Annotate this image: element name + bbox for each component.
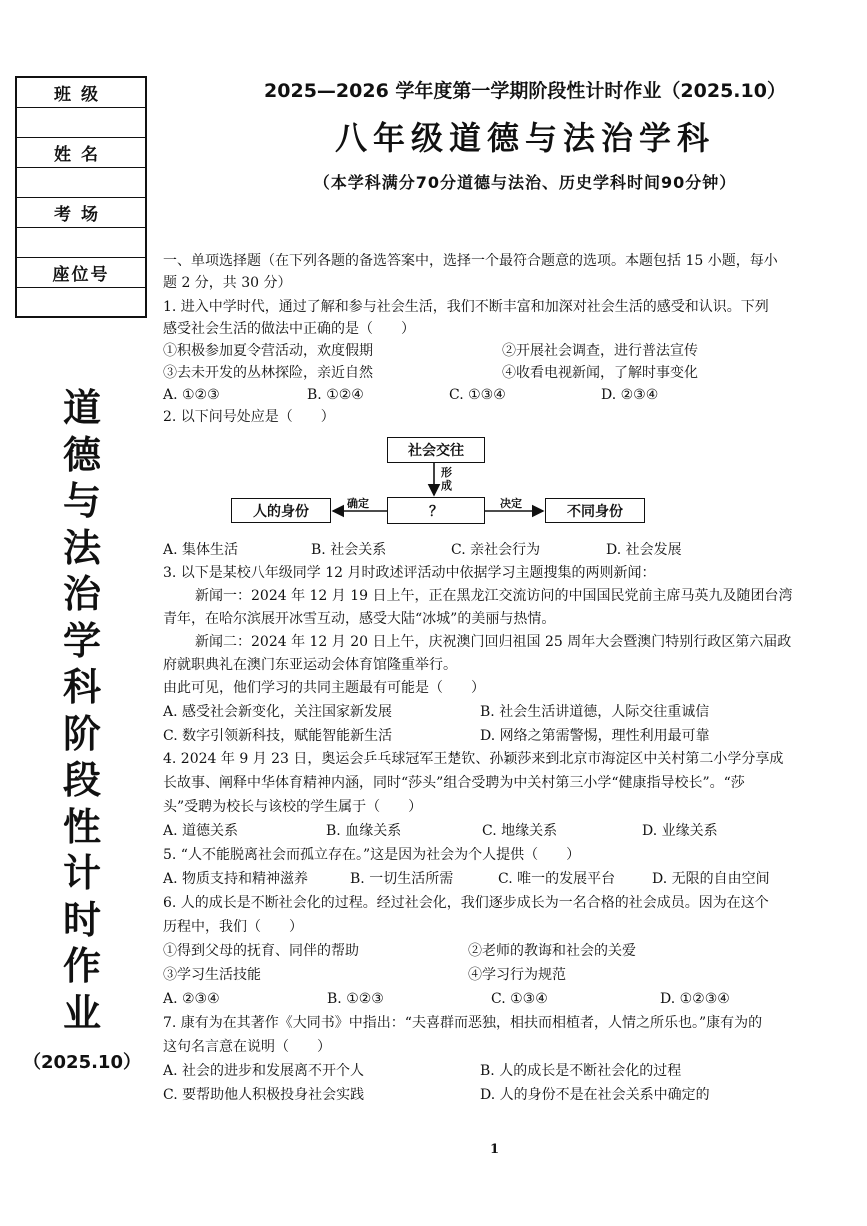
q1-option-a[interactable]: A. ①②③ <box>163 387 220 403</box>
q1-option-d[interactable]: D. ②③④ <box>601 387 659 403</box>
side-date: （2025.10） <box>23 1052 141 1073</box>
subject-title: 八年级道德与法治学科 <box>334 119 715 157</box>
q7-option-a[interactable]: A. 社会的进步和发展离不开个人 <box>163 1063 365 1079</box>
q6-option-b[interactable]: B. ①②③ <box>327 991 384 1007</box>
q7-stem-cont: 这句名言意在说明（ ） <box>163 1039 331 1055</box>
side-char: 作 <box>62 943 101 988</box>
q6-statement-1: ①得到父母的抚育、同伴的帮助 <box>163 943 359 959</box>
side-char: 性 <box>62 803 101 849</box>
side-char: 计 <box>62 850 101 895</box>
q6-option-d[interactable]: D. ①②③④ <box>660 991 730 1007</box>
side-char: 道 <box>62 385 101 430</box>
q3-option-a[interactable]: A. 感受社会新变化，关注国家新发展 <box>163 704 393 720</box>
q1-stem-cont: 感受社会生活的做法中正确的是（ ） <box>163 321 415 337</box>
q2-stem: 2. 以下问号处应是（ ） <box>163 409 335 425</box>
side-char: 段 <box>62 757 101 802</box>
q3-stem: 3. 以下是某校八年级同学 12 月时政述评活动中依据学习主题搜集的两则新闻： <box>163 565 656 581</box>
q5-option-b[interactable]: B. 一切生活所需 <box>350 871 454 887</box>
side-char: 科 <box>62 664 101 709</box>
q4-option-b[interactable]: B. 血缘关系 <box>326 823 402 839</box>
q3-news2-cont: 府就职典礼在澳门东亚运动会体育馆隆重举行。 <box>163 657 457 673</box>
diagram-personal-identity: 人的身份 <box>231 498 331 523</box>
q4-option-a[interactable]: A. 道德关系 <box>163 823 239 839</box>
q6-statement-3: ③学习生活技能 <box>163 967 261 983</box>
q6-statement-4: ④学习行为规范 <box>468 967 566 983</box>
q3-option-b[interactable]: B. 社会生活讲道德，人际交往重诚信 <box>480 704 710 720</box>
side-char: 学 <box>62 617 101 663</box>
q6-option-a[interactable]: A. ②③④ <box>163 991 220 1007</box>
diagram-decide-label: 决定 <box>500 497 522 510</box>
side-char: 法 <box>62 524 101 570</box>
class-label: 班级 <box>17 78 145 108</box>
q1-statement-2: ②开展社会调查，进行普法宣传 <box>502 343 698 359</box>
seat-number-label: 座位号 <box>17 258 145 288</box>
q4-stem: 4. 2024 年 9 月 23 日，奥运会乒乓球冠军王楚钦、孙颖莎来到北京市海淀区中关村第二小学分享成 <box>163 751 784 767</box>
diagram-different-identities: 不同身份 <box>545 498 645 523</box>
side-char: 治 <box>62 571 101 616</box>
q7-option-c[interactable]: C. 要帮助他人积极投身社会实践 <box>163 1087 365 1103</box>
exam-note: （本学科满分70分道德与法治、历史学科时间90分钟） <box>313 173 737 192</box>
page-number: 1 <box>490 1142 500 1157</box>
q6-option-c[interactable]: C. ①③④ <box>491 991 548 1007</box>
q4-option-d[interactable]: D. 业缘关系 <box>642 823 718 839</box>
section-instructions-cont: 题 2 分，共 30 分） <box>163 275 292 291</box>
q2-option-a[interactable]: A. 集体生活 <box>163 542 239 558</box>
q3-option-d[interactable]: D. 网络之第需警惕，理性利用最可靠 <box>480 728 710 744</box>
q5-option-a[interactable]: A. 物质支持和精神滋养 <box>163 871 309 887</box>
q7-option-b[interactable]: B. 人的成长是不断社会化的过程 <box>480 1063 682 1079</box>
q6-stem: 6. 人的成长是不断社会化的过程。经过社会化，我们逐步成长为一名合格的社会成员。因为在这个 <box>163 895 769 911</box>
q6-stem-cont: 历程中，我们（ ） <box>163 919 303 935</box>
side-char: 与 <box>62 478 101 523</box>
diagram-form-label: 形成 <box>441 466 452 492</box>
q2-option-b[interactable]: B. 社会关系 <box>311 542 387 558</box>
q3-news1: 新闻一：2024 年 12 月 19 日上午，正在黑龙江交流访问的中国国民党前主席马英九及随团台湾 <box>195 588 793 604</box>
side-char: 德 <box>62 431 101 477</box>
diagram-question-box: ？ <box>387 497 485 524</box>
exam-title-line: 2025—2026 学年度第一学期阶段性计时作业（2025.10） <box>264 80 786 102</box>
q4-stem-cont2: 头”受聘为校长与该校的学生属于（ ） <box>163 799 423 815</box>
q7-option-d[interactable]: D. 人的身份不是在社会关系中确定的 <box>480 1087 710 1103</box>
diagram-determine-label: 确定 <box>347 497 369 510</box>
side-char: 时 <box>62 896 101 942</box>
q2-option-c[interactable]: C. 亲社会行为 <box>451 542 541 558</box>
q5-option-c[interactable]: C. 唯一的发展平台 <box>498 871 616 887</box>
exam-room-label: 考场 <box>17 198 145 228</box>
q1-statement-3: ③去未开发的丛林探险，亲近自然 <box>163 365 373 381</box>
q6-statement-2: ②老师的教诲和社会的关爱 <box>468 943 636 959</box>
q5-stem: 5. “人不能脱离社会而孤立存在。”这是因为社会为个人提供（ ） <box>163 847 581 863</box>
q4-stem-cont: 长故事、阐释中华体育精神内涵，同时“莎头”组合受聘为中关村第三小学“健康指导校长”。“莎 <box>163 775 745 791</box>
q2-option-d[interactable]: D. 社会发展 <box>606 542 682 558</box>
q3-question: 由此可见，他们学习的共同主题最有可能是（ ） <box>163 680 485 696</box>
q3-news2: 新闻二：2024 年 12 月 20 日上午，庆祝澳门回归祖国 25 周年大会暨澳门特别行政区第六届政 <box>195 634 792 650</box>
name-label: 姓名 <box>17 138 145 168</box>
q1-statement-1: ①积极参加夏令营活动，欢度假期 <box>163 343 373 359</box>
q5-option-d[interactable]: D. 无限的自由空间 <box>652 871 770 887</box>
q1-stem: 1. 进入中学时代，通过了解和参与社会生活，我们不断丰富和加深对社会生活的感受和认识。下列 <box>163 299 769 315</box>
q7-stem: 7. 康有为在其著作《大同书》中指出：“夫喜群而恶独，相扶而相植者，人情之所乐也。”康有为的 <box>163 1015 763 1031</box>
q1-statement-4: ④收看电视新闻，了解时事变化 <box>502 365 698 381</box>
q3-option-c[interactable]: C. 数字引领新科技，赋能智能新生活 <box>163 728 393 744</box>
diagram-social-interaction: 社会交往 <box>387 437 485 463</box>
q4-option-c[interactable]: C. 地缘关系 <box>482 823 558 839</box>
q3-news1-cont: 青年，在哈尔滨展开冰雪互动，感受大陆“冰城”的美丽与热情。 <box>163 611 556 627</box>
side-char: 阶 <box>62 710 101 756</box>
q1-option-c[interactable]: C. ①③④ <box>449 387 506 403</box>
section-instructions: 一、单项选择题（在下列各题的备选答案中，选择一个最符合题意的选项。本题包括 15 小题，每小 <box>163 253 778 269</box>
q1-option-b[interactable]: B. ①②④ <box>307 387 364 403</box>
side-char: 业 <box>62 989 101 1035</box>
